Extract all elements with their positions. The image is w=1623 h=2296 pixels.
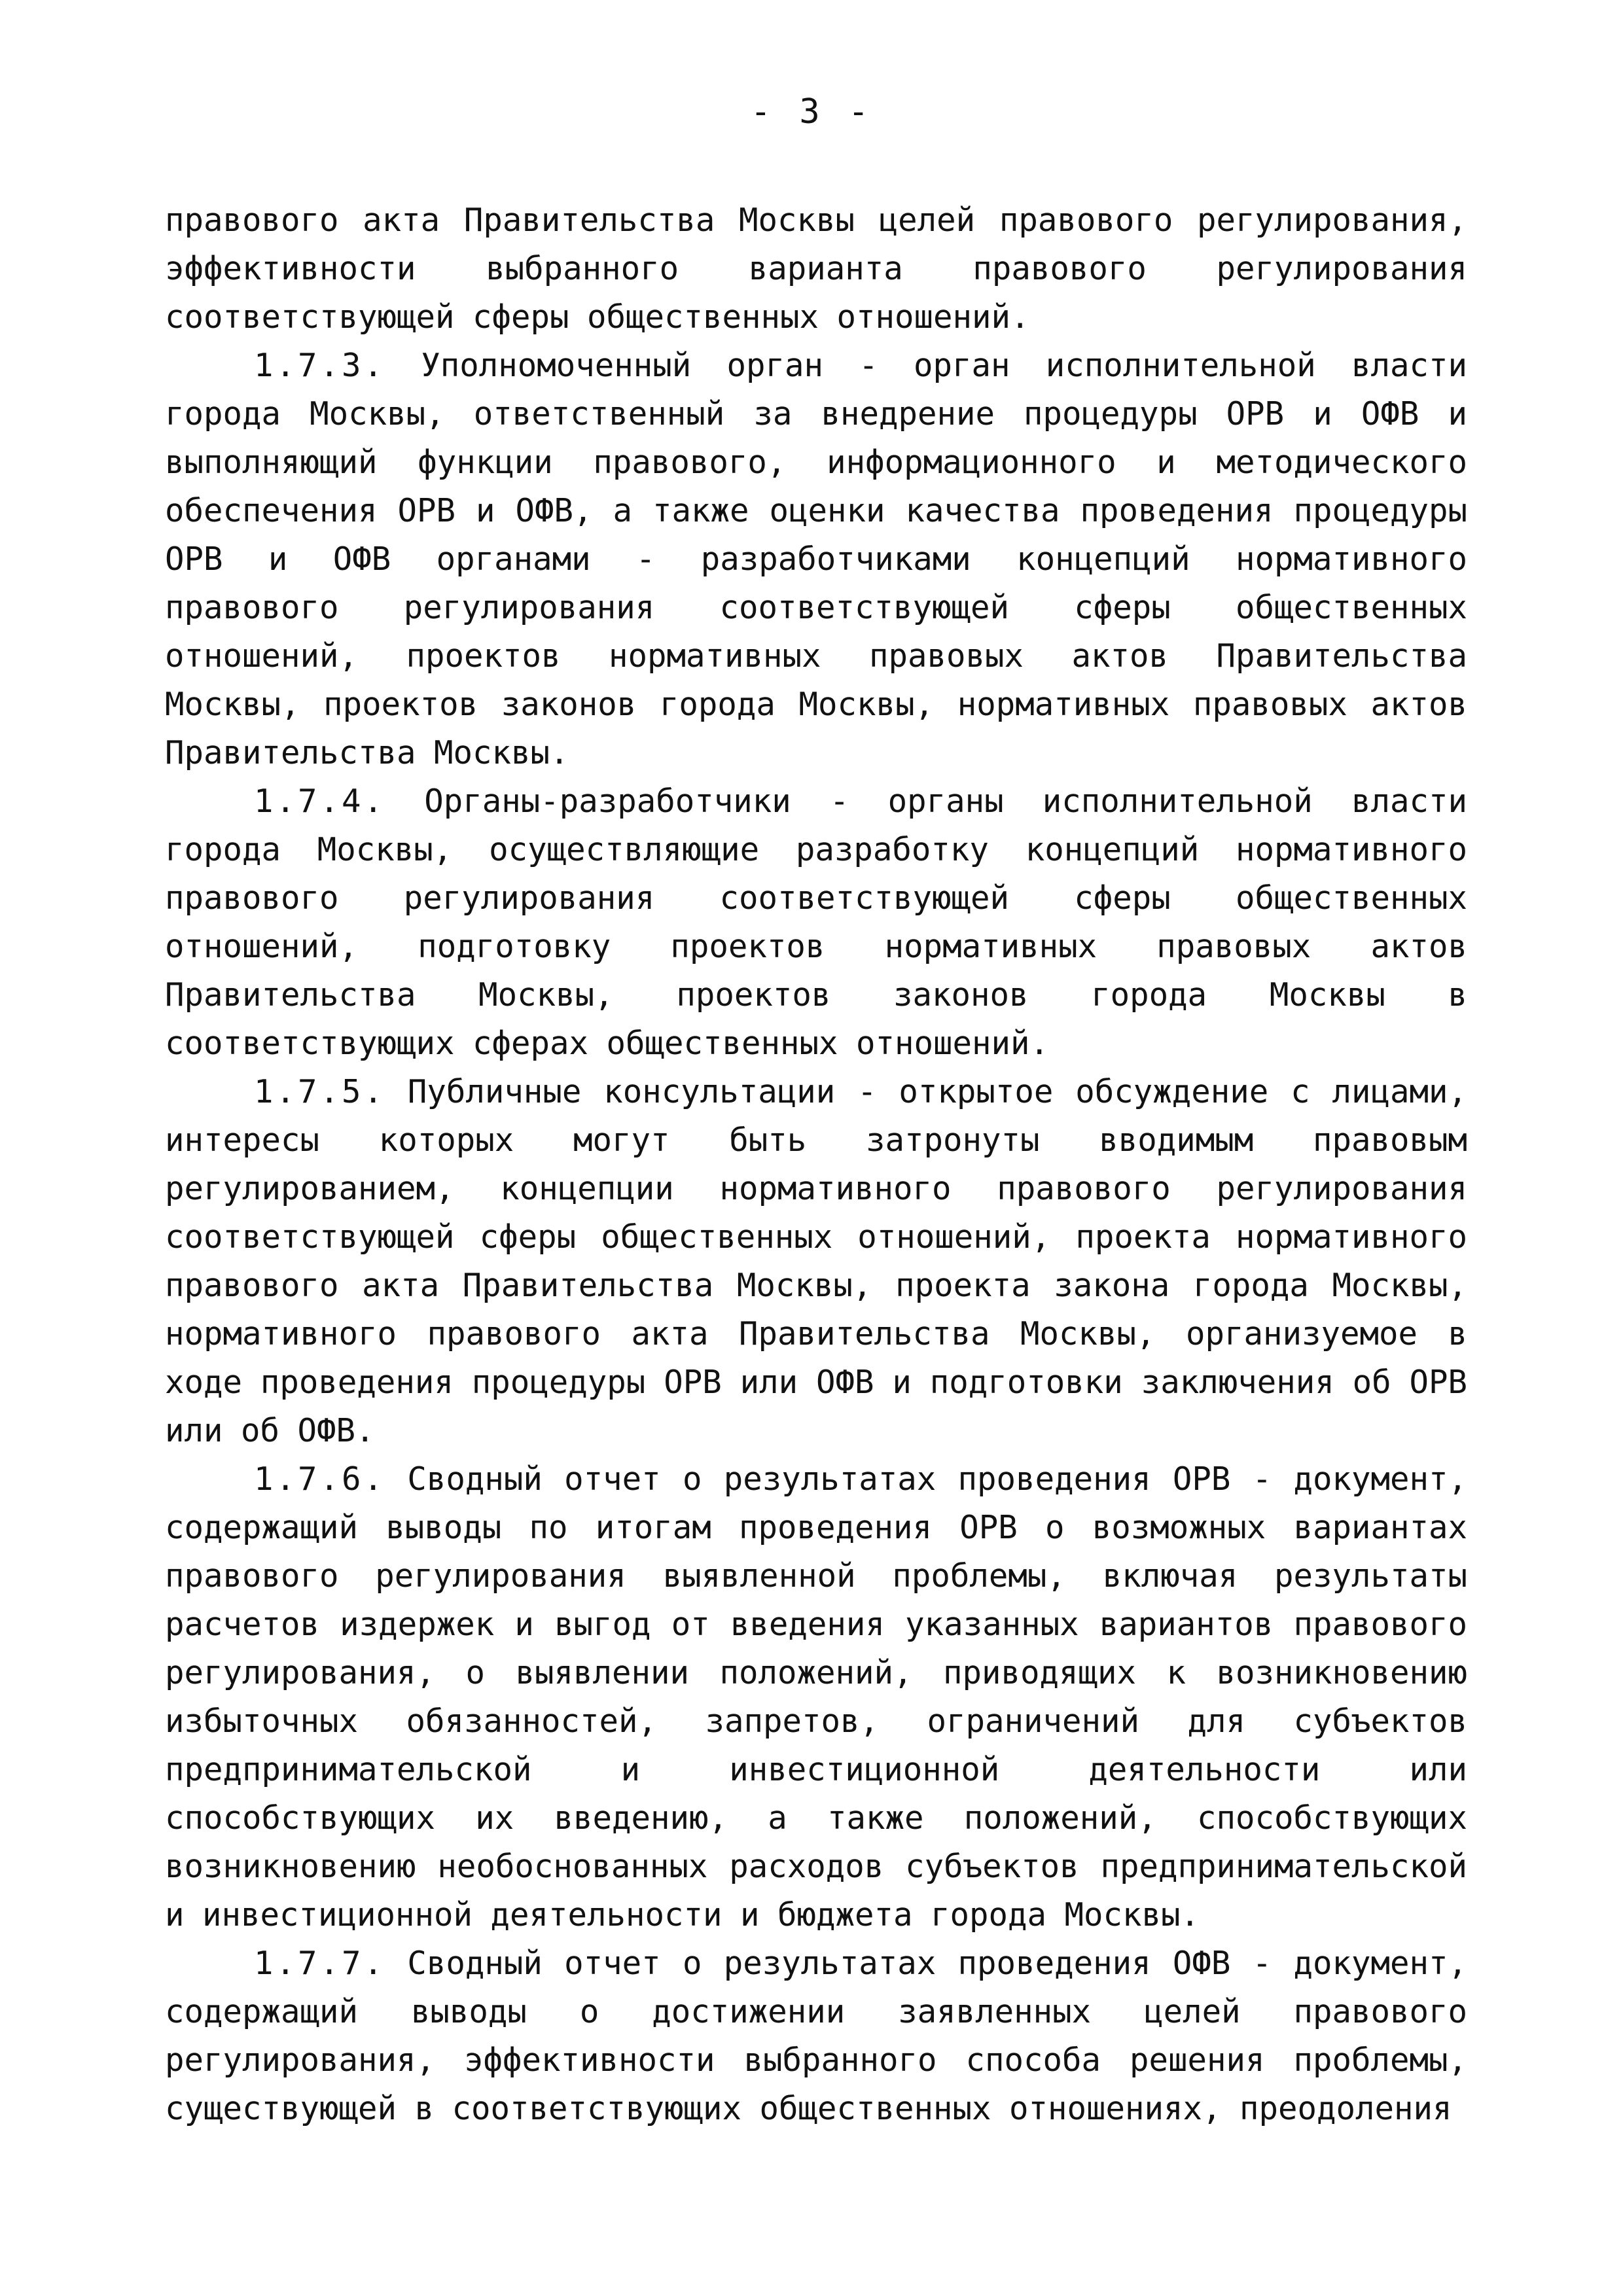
clause-text: Сводный отчет о результатах проведения ОРВ - документ, содержащий выводы по итогам проведения ОРВ о возможных вариантах правового регулирования выявленной проблемы, включая результаты расчетов издержек и выгод от введения указанных вариантов правового регулирования, о выявлении положений, приводящих к возникновению избыточных обязанностей, запретов, ограничений для субъектов предпринимательской и инвестиционной деятельности или способствующих их введению, а также положений, способствующих возникновению необоснованных расходов субъектов предпринимательской и инвестиционной деятельности и бюджета города Москвы. [165,1460,1467,1934]
clause-1-7-5 [165,1068,1467,1455]
page-number: - 3 - [750,92,873,132]
clause-1-7-7 [165,1939,1467,2133]
clause-text: Сводный отчет о результатах проведения ОФВ - документ, содержащий выводы о достижении заявленных целей правового регулирования, эффективности выбранного способа решения проблемы, существующей в соответствующих общественных отношениях, преодоления [165,1945,1467,2127]
clause-text: Публичные консультации - открытое обсуждение с лицами, интересы которых могут быть затронуты вводимым правовым регулированием, концепции нормативного правового регулирования соответствующей сферы общественных отношений, проекта нормативного правового акта Правительства Москвы, проекта закона города Москвы, нормативного правового акта Правительства Москвы, организуемое в ходе проведения процедуры ОРВ или ОФВ и подготовки заключения об ОРВ или об ОФВ. [165,1073,1467,1449]
clause-1-7-4 [165,777,1467,1068]
clause-text: Уполномоченный орган - орган исполнительной власти города Москвы, ответственный за внедрение процедуры ОРВ и ОФВ и выполняющий функции правового, информационного и методического обеспечения ОРВ и ОФВ, а также оценки качества проведения процедуры ОРВ и ОФВ органами - разработчиками концепций нормативного правового регулирования соответствующей сферы общественных отношений, проектов нормативных правовых актов Правительства Москвы, проектов законов города Москвы, нормативных правовых актов Правительства Москвы. [165,347,1467,771]
clause-1-7-3 [165,342,1467,777]
paragraph-text: правового акта Правительства Москвы целей правового регулирования, эффективности выбранного варианта правового регулирования соответствующей сферы общественных отношений. [165,202,1467,336]
clause-number: 1.7.6. [254,1460,386,1498]
clause-number: 1.7.7. [254,1945,386,1982]
paragraph-continuation [165,196,1467,342]
clause-number: 1.7.3. [254,347,386,384]
document-body [165,196,1467,2133]
clause-number: 1.7.4. [254,783,386,820]
clause-number: 1.7.5. [254,1073,386,1110]
clause-1-7-6 [165,1455,1467,1939]
clause-text: Органы-разработчики - органы исполнительной власти города Москвы, осуществляющие разработку концепций нормативного правового регулирования соответствующей сферы общественных отношений, подготовку проектов нормативных правовых актов Правительства Москвы, проектов законов города Москвы в соответствующих сферах общественных отношений. [165,783,1467,1062]
